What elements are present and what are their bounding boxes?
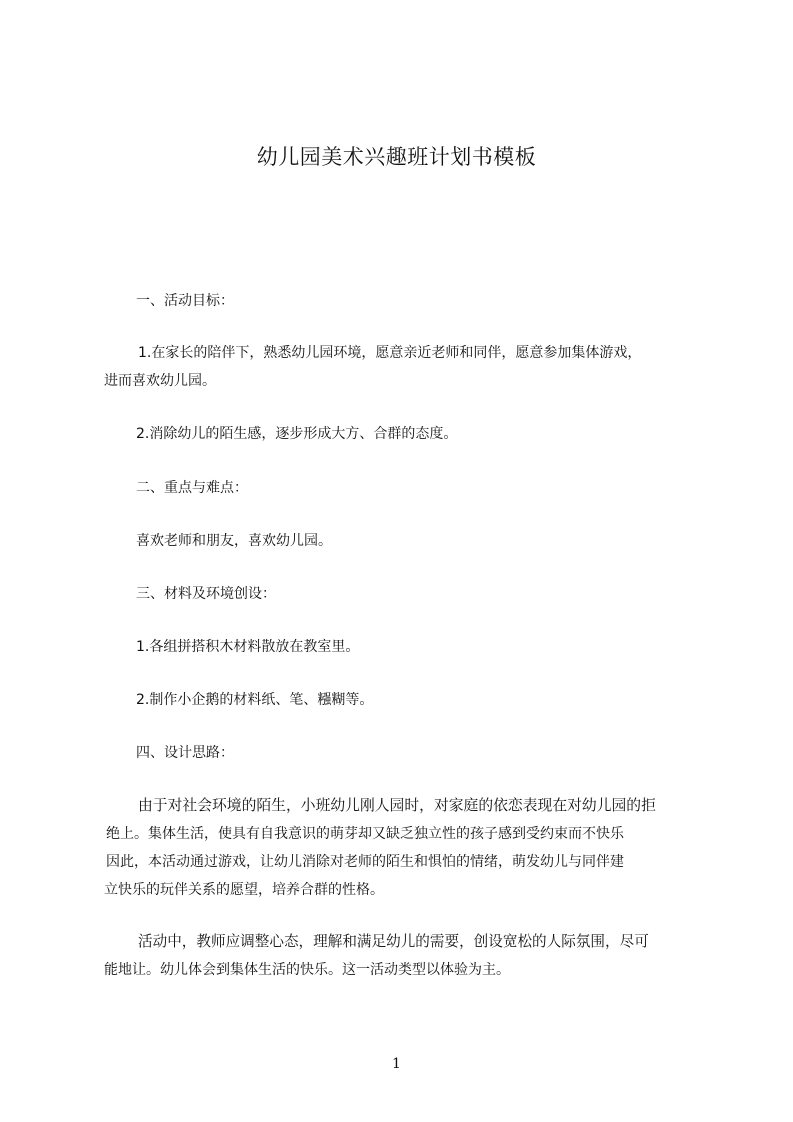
design-paragraph-1-line-3: 因此，本活动通过游戏，让幼儿消除对老师的陌生和惧怕的情绪，萌发幼儿与同伴建 — [106, 854, 624, 870]
design-paragraph-2-line-1: 活动中，教师应调整心态，理解和满足幼儿的需要，创设宽松的人际氛围，尽可 — [138, 933, 649, 950]
section-heading-materials: 三、材料及环境创设： — [136, 586, 276, 602]
design-paragraph-2-line-2: 能地让。幼儿体会到集体生活的快乐。这一活动类型以体验为主。 — [104, 962, 510, 978]
section-heading-design: 四、设计思路： — [136, 745, 234, 761]
design-paragraph-1-line-4: 立快乐的玩伴关系的愿望，培养合群的性格。 — [104, 882, 384, 898]
goal-item-1-line-2: 进而喜欢幼儿园。 — [104, 373, 216, 389]
section-heading-key-points: 二、重点与难点： — [136, 480, 248, 496]
page-number: 1 — [392, 1056, 401, 1072]
document-title: 幼儿园美术兴趣班计划书模板 — [256, 145, 537, 169]
goal-item-1-line-1: 1.在家长的陪伴下，熟悉幼儿园环境，愿意亲近老师和同伴，愿意参加集体游戏， — [138, 345, 642, 361]
section-heading-goals: 一、活动目标： — [136, 293, 234, 309]
materials-item-2: 2.制作小企鹅的材料纸、笔、糨糊等。 — [136, 692, 374, 708]
design-paragraph-1-line-1: 由于对社会环境的陌生，小班幼儿刚人园时，对家庭的依恋表现在对幼儿园的拒 — [138, 797, 656, 814]
design-paragraph-1-line-2: 绝上。集体生活，使具有自我意识的萌芽却又缺乏独立性的孩子感到受约束而不快乐 — [106, 826, 624, 842]
goal-item-2: 2.消除幼儿的陌生感，逐步形成大方、合群的态度。 — [136, 426, 458, 442]
key-points-text: 喜欢老师和朋友，喜欢幼儿园。 — [136, 533, 332, 549]
materials-item-1: 1.各组拼搭积木材料散放在教室里。 — [136, 639, 360, 655]
